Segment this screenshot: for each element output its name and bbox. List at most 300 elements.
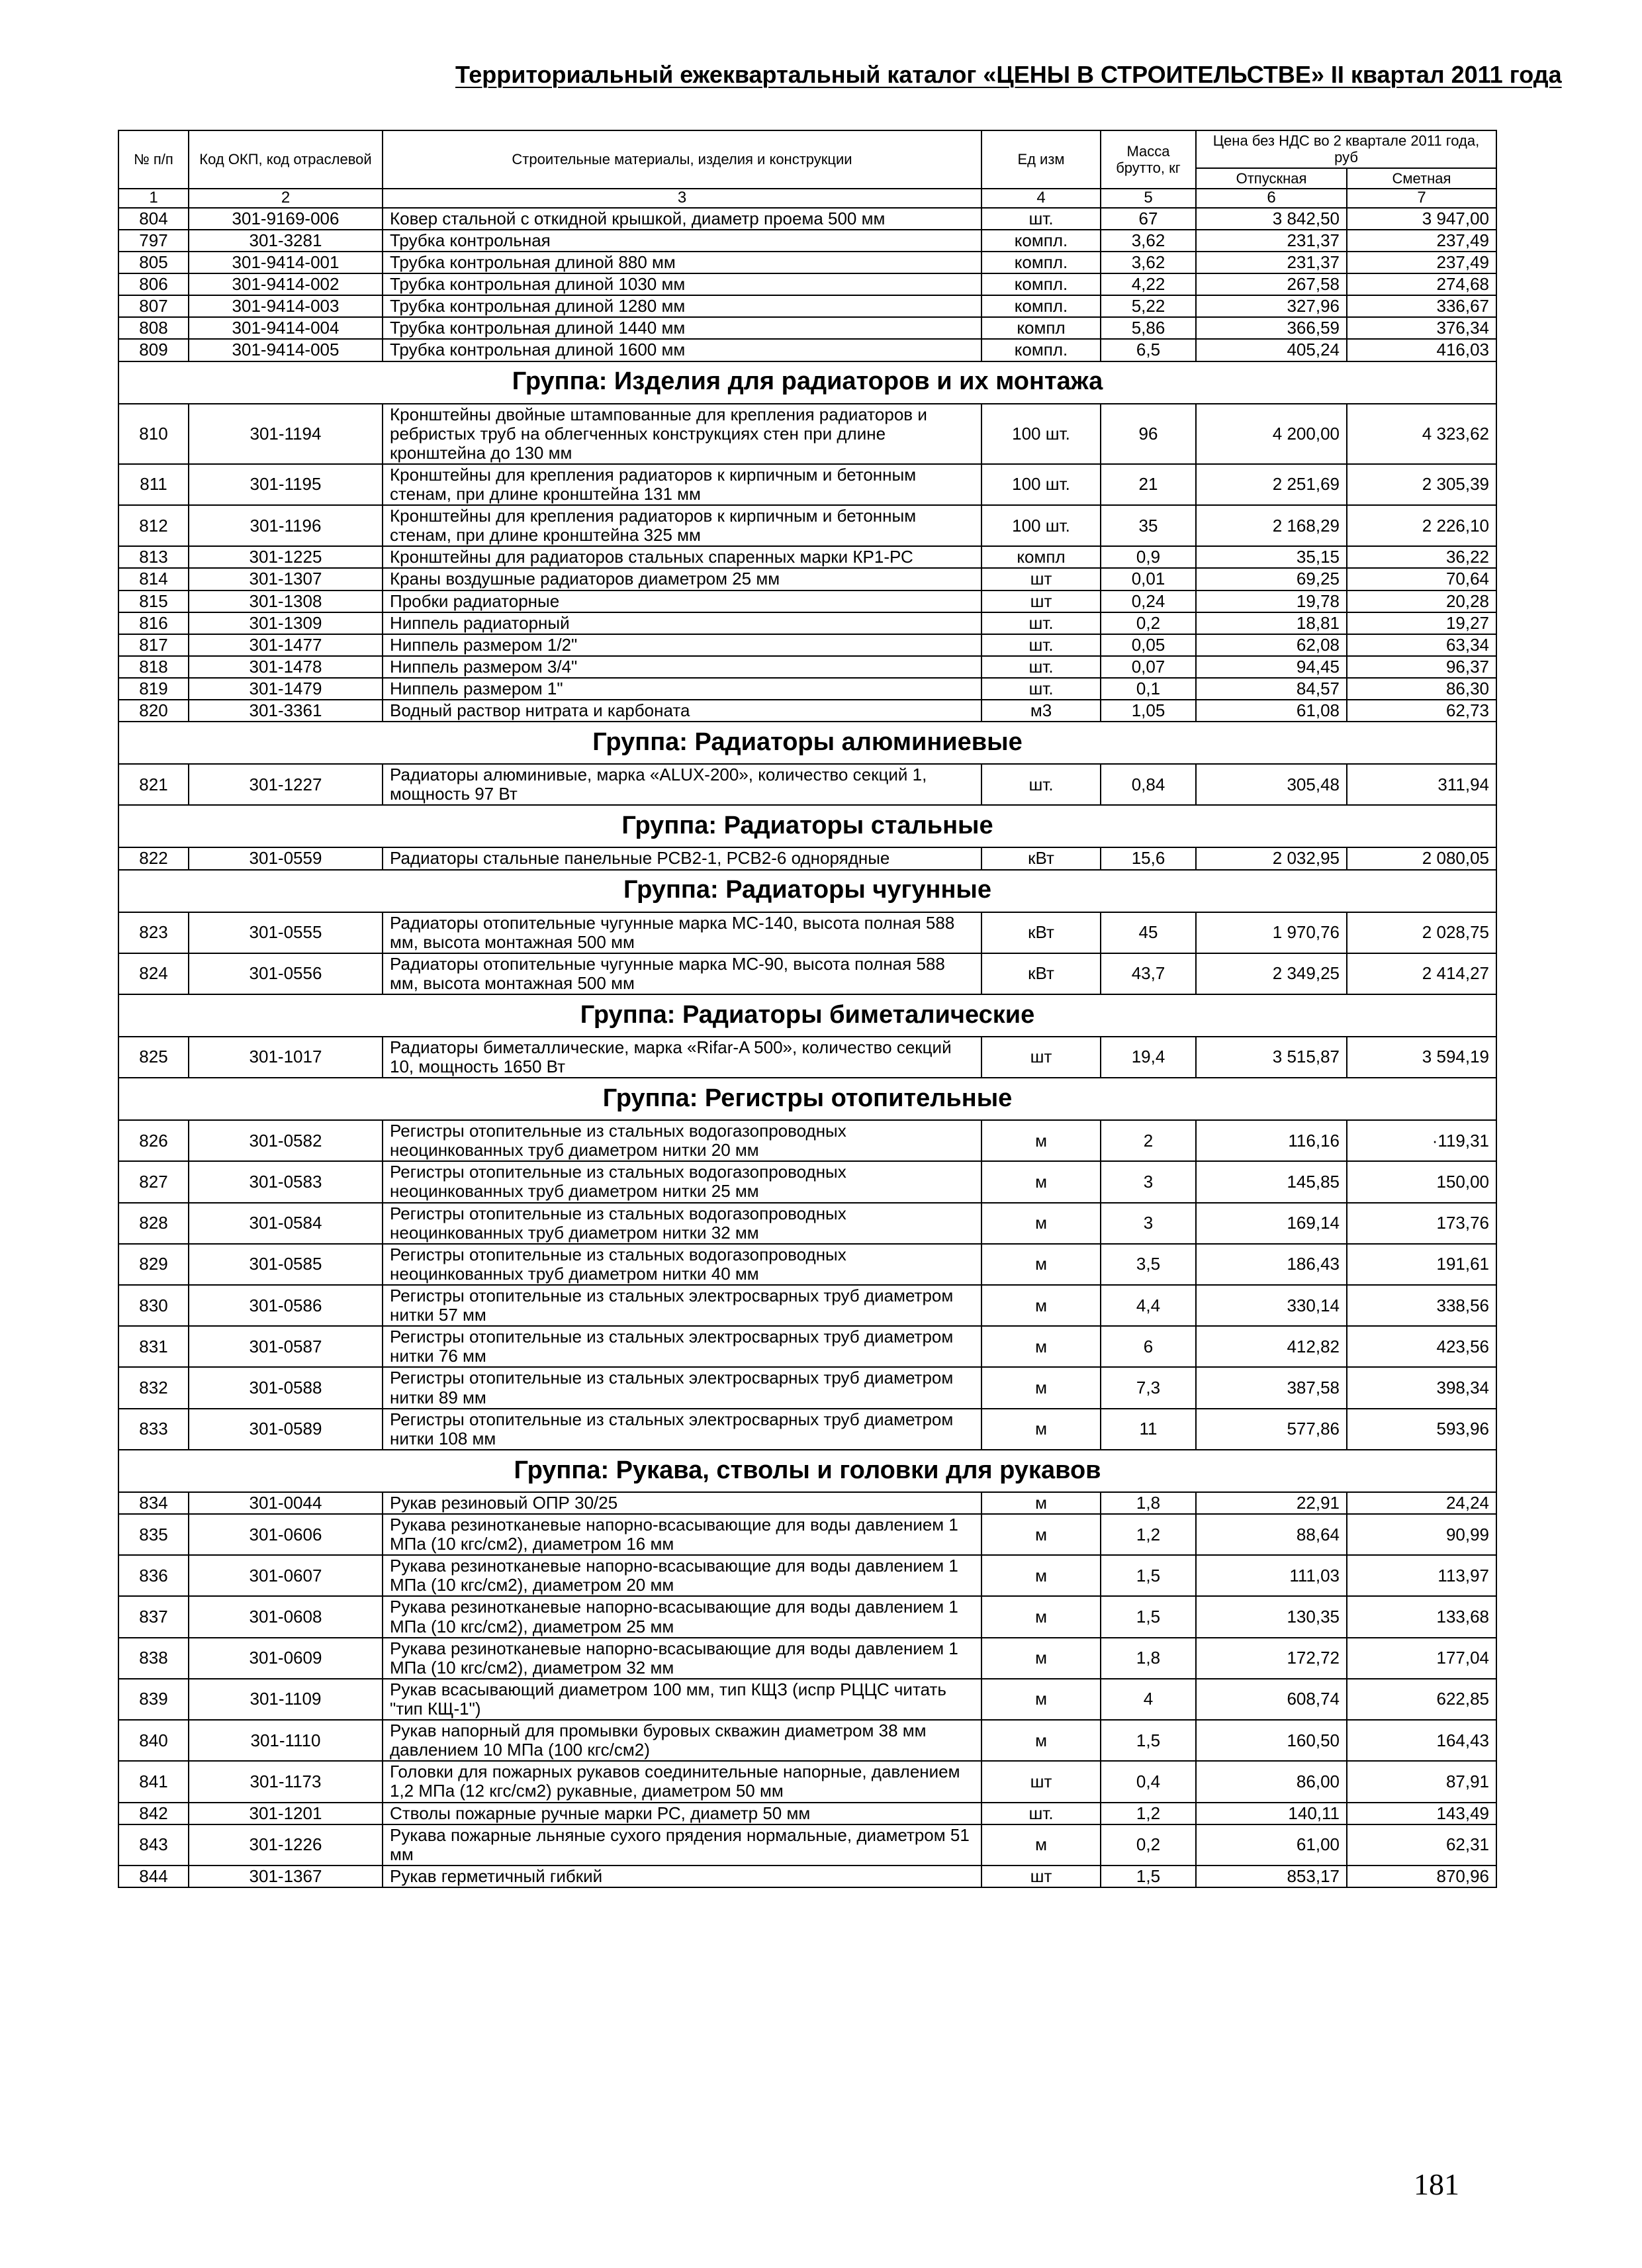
row-price-release: 387,58 [1196, 1367, 1347, 1408]
row-unit: компл. [981, 252, 1101, 273]
row-number: 824 [118, 953, 189, 994]
row-price-release: 608,74 [1196, 1679, 1347, 1720]
row-code: 301-0582 [189, 1120, 383, 1161]
row-number: 838 [118, 1638, 189, 1679]
row-name: Регистры отопительные из стальных водогазопроводных неоцинкованных труб диаметром нитки 25 мм [383, 1161, 981, 1202]
row-price-estimate: 237,49 [1347, 230, 1496, 252]
row-name: Кронштейны для радиаторов стальных спаренных марки КР1-РС [383, 546, 981, 568]
row-price-estimate: 274,68 [1347, 273, 1496, 295]
row-number: 832 [118, 1367, 189, 1408]
table-row [118, 568, 1496, 590]
row-code: 301-0589 [189, 1409, 383, 1450]
row-price-release: 2 168,29 [1196, 505, 1347, 546]
row-mass: 1,8 [1101, 1638, 1196, 1679]
table-row [118, 1824, 1496, 1866]
table-row [118, 230, 1496, 252]
row-code: 301-0556 [189, 953, 383, 994]
row-mass: 6,5 [1101, 339, 1196, 361]
row-unit: кВт [981, 847, 1101, 869]
row-mass: 96 [1101, 404, 1196, 464]
row-mass: 45 [1101, 912, 1196, 953]
row-price-release: 18,81 [1196, 612, 1347, 634]
row-number: 842 [118, 1803, 189, 1824]
row-price-estimate: 3 594,19 [1347, 1037, 1496, 1078]
table-row [118, 912, 1496, 953]
row-unit: кВт [981, 953, 1101, 994]
row-price-release: 61,08 [1196, 700, 1347, 722]
row-name: Трубка контрольная длиной 1280 мм [383, 295, 981, 317]
row-number: 826 [118, 1120, 189, 1161]
row-price-estimate: 20,28 [1347, 591, 1496, 612]
row-code: 301-0587 [189, 1326, 383, 1367]
row-name: Рукав резиновый ОПР 30/25 [383, 1492, 981, 1514]
row-code: 301-0588 [189, 1367, 383, 1408]
row-unit: компл. [981, 273, 1101, 295]
row-price-release: 94,45 [1196, 656, 1347, 678]
row-name: Кронштейны для крепления радиаторов к кирпичным и бетонным стенам, при длине кронштейна 131 мм [383, 464, 981, 505]
row-price-release: 140,11 [1196, 1803, 1347, 1824]
row-price-estimate: 4 323,62 [1347, 404, 1496, 464]
row-code: 301-1196 [189, 505, 383, 546]
row-price-release: 267,58 [1196, 273, 1347, 295]
row-price-release: 366,59 [1196, 317, 1347, 339]
row-name: Радиаторы алюминивые, марка «ALUX-200», количество секций 1, мощность 97 Вт [383, 764, 981, 805]
row-code: 301-0606 [189, 1514, 383, 1555]
row-price-estimate: 36,22 [1347, 546, 1496, 568]
row-number: 828 [118, 1203, 189, 1244]
row-name: Регистры отопительные из стальных электросварных труб диаметром нитки 89 мм [383, 1367, 981, 1408]
row-price-estimate: 622,85 [1347, 1679, 1496, 1720]
row-price-release: 1 970,76 [1196, 912, 1347, 953]
row-price-estimate: 24,24 [1347, 1492, 1496, 1514]
row-price-estimate: 398,34 [1347, 1367, 1496, 1408]
row-code: 301-1110 [189, 1720, 383, 1761]
row-price-estimate: 593,96 [1347, 1409, 1496, 1450]
row-number: 839 [118, 1679, 189, 1720]
row-unit: шт [981, 568, 1101, 590]
table-row [118, 1244, 1496, 1285]
table-row [118, 505, 1496, 546]
row-unit: м [981, 1492, 1101, 1514]
table-row [118, 317, 1496, 339]
row-name: Ниппель размером 3/4" [383, 656, 981, 678]
row-mass: 0,9 [1101, 546, 1196, 568]
table-row [118, 1161, 1496, 1202]
row-number: 825 [118, 1037, 189, 1078]
row-name: Рукава пожарные льняные сухого прядения нормальные, диаметром 51 мм [383, 1824, 981, 1866]
row-name: Регистры отопительные из стальных электросварных труб диаметром нитки 108 мм [383, 1409, 981, 1450]
row-price-estimate: 96,37 [1347, 656, 1496, 678]
group-header-row [118, 722, 1496, 764]
row-price-estimate: 376,34 [1347, 317, 1496, 339]
row-mass: 1,05 [1101, 700, 1196, 722]
row-code: 301-9414-002 [189, 273, 383, 295]
row-price-release: 22,91 [1196, 1492, 1347, 1514]
row-name: Ниппель размером 1/2" [383, 634, 981, 656]
row-price-estimate: 177,04 [1347, 1638, 1496, 1679]
row-code: 301-1227 [189, 764, 383, 805]
row-price-estimate: 3 947,00 [1347, 208, 1496, 230]
column-number: 7 [1347, 189, 1496, 208]
row-price-release: 853,17 [1196, 1866, 1347, 1887]
table-row [118, 1555, 1496, 1596]
group-title: Группа: Регистры отопительные [118, 1078, 1496, 1120]
row-number: 814 [118, 568, 189, 590]
table-row [118, 953, 1496, 994]
row-mass: 0,24 [1101, 591, 1196, 612]
row-number: 809 [118, 339, 189, 361]
row-name: Головки для пожарных рукавов соединительные напорные, давлением 1,2 МПа (12 кгс/см2) рукавные, диаметром 50 мм [383, 1761, 981, 1802]
row-price-release: 327,96 [1196, 295, 1347, 317]
column-number: 4 [981, 189, 1101, 208]
row-price-estimate: 63,34 [1347, 634, 1496, 656]
table-row [118, 1037, 1496, 1078]
row-mass: 3 [1101, 1161, 1196, 1202]
table-row [118, 656, 1496, 678]
row-mass: 1,5 [1101, 1866, 1196, 1887]
row-name: Рукава резинотканевые напорно-всасывающие для воды давлением 1 МПа (10 кгс/см2), диаметром 16 мм [383, 1514, 981, 1555]
row-number: 807 [118, 295, 189, 317]
row-unit: компл. [981, 295, 1101, 317]
col-price-group-header: Цена без НДС во 2 квартале 2011 года, руб [1196, 130, 1496, 168]
row-unit: шт. [981, 656, 1101, 678]
row-price-release: 231,37 [1196, 252, 1347, 273]
row-mass: 67 [1101, 208, 1196, 230]
row-unit: м [981, 1120, 1101, 1161]
row-name: Регистры отопительные из стальных электросварных труб диаметром нитки 76 мм [383, 1326, 981, 1367]
row-unit: м [981, 1367, 1101, 1408]
row-code: 301-0586 [189, 1285, 383, 1326]
row-price-estimate: 423,56 [1347, 1326, 1496, 1367]
row-mass: 0,2 [1101, 612, 1196, 634]
table-row [118, 1866, 1496, 1887]
row-mass: 3,62 [1101, 252, 1196, 273]
row-price-estimate: 62,73 [1347, 700, 1496, 722]
row-unit: м [981, 1203, 1101, 1244]
row-price-release: 577,86 [1196, 1409, 1347, 1450]
row-name: Регистры отопительные из стальных водогазопроводных неоцинкованных труб диаметром нитки 32 мм [383, 1203, 981, 1244]
row-name: Рукав напорный для промывки буровых скважин диаметром 38 мм давлением 10 МПа (100 кгс/см2) [383, 1720, 981, 1761]
row-name: Водный раствор нитрата и карбоната [383, 700, 981, 722]
row-unit: шт. [981, 634, 1101, 656]
row-mass: 0,05 [1101, 634, 1196, 656]
table-row [118, 764, 1496, 805]
row-unit: шт [981, 1037, 1101, 1078]
row-unit: 100 шт. [981, 464, 1101, 505]
row-mass: 4 [1101, 1679, 1196, 1720]
row-number: 817 [118, 634, 189, 656]
row-mass: 0,01 [1101, 568, 1196, 590]
group-header-row [118, 805, 1496, 847]
row-number: 820 [118, 700, 189, 722]
table-row [118, 252, 1496, 273]
row-unit: м [981, 1596, 1101, 1637]
row-name: Регистры отопительные из стальных водогазопроводных неоцинкованных труб диаметром нитки 40 мм [383, 1244, 981, 1285]
row-mass: 19,4 [1101, 1037, 1196, 1078]
row-price-release: 2 032,95 [1196, 847, 1347, 869]
row-number: 808 [118, 317, 189, 339]
row-code: 301-9414-003 [189, 295, 383, 317]
table-row [118, 1492, 1496, 1514]
row-price-release: 130,35 [1196, 1596, 1347, 1637]
row-number: 819 [118, 678, 189, 700]
row-price-release: 116,16 [1196, 1120, 1347, 1161]
row-name: Радиаторы стальные панельные РСВ2-1, РСВ2-6 однорядные [383, 847, 981, 869]
row-mass: 6 [1101, 1326, 1196, 1367]
row-code: 301-0555 [189, 912, 383, 953]
column-number: 5 [1101, 189, 1196, 208]
row-number: 841 [118, 1761, 189, 1802]
row-mass: 3,62 [1101, 230, 1196, 252]
page-number: 181 [1414, 2167, 1459, 2201]
column-number: 2 [189, 189, 383, 208]
row-price-release: 231,37 [1196, 230, 1347, 252]
row-unit: м [981, 1161, 1101, 1202]
row-name: Ниппель радиаторный [383, 612, 981, 634]
row-name: Кронштейны двойные штампованные для крепления радиаторов и ребристых труб на облегченных конструкциях стен при длине кронштейна до 130 мм [383, 404, 981, 464]
row-price-release: 35,15 [1196, 546, 1347, 568]
row-name: Пробки радиаторные [383, 591, 981, 612]
table-row [118, 339, 1496, 361]
table-row [118, 1803, 1496, 1824]
row-number: 821 [118, 764, 189, 805]
table-row [118, 464, 1496, 505]
row-price-estimate: 2 028,75 [1347, 912, 1496, 953]
col-name-header: Строительные материалы, изделия и конструкции [383, 130, 981, 189]
row-number: 835 [118, 1514, 189, 1555]
column-number: 3 [383, 189, 981, 208]
table-row [118, 1596, 1496, 1637]
row-price-estimate: 2 226,10 [1347, 505, 1496, 546]
row-name: Радиаторы отопительные чугунные марка МС-140, высота полная 588 мм, высота монтажная 500 мм [383, 912, 981, 953]
row-name: Рукава резинотканевые напорно-всасывающие для воды давлением 1 МПа (10 кгс/см2), диаметром 32 мм [383, 1638, 981, 1679]
row-mass: 5,86 [1101, 317, 1196, 339]
row-number: 840 [118, 1720, 189, 1761]
row-unit: м [981, 1409, 1101, 1450]
table-row [118, 295, 1496, 317]
row-price-estimate: 2 305,39 [1347, 464, 1496, 505]
row-number: 816 [118, 612, 189, 634]
table-row [118, 1638, 1496, 1679]
row-mass: 5,22 [1101, 295, 1196, 317]
row-code: 301-9414-001 [189, 252, 383, 273]
row-price-estimate: ·119,31 [1347, 1120, 1496, 1161]
row-price-release: 145,85 [1196, 1161, 1347, 1202]
row-code: 301-1017 [189, 1037, 383, 1078]
row-mass: 1,2 [1101, 1803, 1196, 1824]
row-number: 805 [118, 252, 189, 273]
row-number: 843 [118, 1824, 189, 1866]
row-price-estimate: 338,56 [1347, 1285, 1496, 1326]
row-unit: кВт [981, 912, 1101, 953]
row-number: 811 [118, 464, 189, 505]
row-number: 837 [118, 1596, 189, 1637]
column-number: 6 [1196, 189, 1347, 208]
row-price-release: 330,14 [1196, 1285, 1347, 1326]
table-row [118, 612, 1496, 634]
row-code: 301-1367 [189, 1866, 383, 1887]
row-price-release: 111,03 [1196, 1555, 1347, 1596]
row-number: 804 [118, 208, 189, 230]
row-price-release: 3 842,50 [1196, 208, 1347, 230]
row-name: Ниппель размером 1" [383, 678, 981, 700]
row-mass: 0,1 [1101, 678, 1196, 700]
row-price-estimate: 143,49 [1347, 1803, 1496, 1824]
row-price-release: 19,78 [1196, 591, 1347, 612]
row-unit: компл. [981, 339, 1101, 361]
col-price-estimate-header: Сметная [1347, 168, 1496, 189]
row-code: 301-0607 [189, 1555, 383, 1596]
price-table [118, 130, 1497, 1888]
row-name: Рукава резинотканевые напорно-всасывающие для воды давлением 1 МПа (10 кгс/см2), диаметром 25 мм [383, 1596, 981, 1637]
row-price-release: 86,00 [1196, 1761, 1347, 1802]
row-code: 301-1201 [189, 1803, 383, 1824]
row-mass: 15,6 [1101, 847, 1196, 869]
row-price-estimate: 19,27 [1347, 612, 1496, 634]
group-title: Группа: Радиаторы алюминиевые [118, 722, 1496, 764]
row-name: Трубка контрольная длиной 1440 мм [383, 317, 981, 339]
row-number: 822 [118, 847, 189, 869]
row-code: 301-1195 [189, 464, 383, 505]
row-number: 834 [118, 1492, 189, 1514]
table-row [118, 546, 1496, 568]
row-code: 301-1478 [189, 656, 383, 678]
row-price-release: 305,48 [1196, 764, 1347, 805]
row-mass: 4,22 [1101, 273, 1196, 295]
group-title: Группа: Изделия для радиаторов и их монтажа [118, 361, 1496, 404]
row-name: Рукав всасывающий диаметром 100 мм, тип КЩЗ (испр РЦЦС читать "тип КЩ-1") [383, 1679, 981, 1720]
row-price-release: 169,14 [1196, 1203, 1347, 1244]
row-code: 301-0583 [189, 1161, 383, 1202]
row-price-release: 4 200,00 [1196, 404, 1347, 464]
row-code: 301-1225 [189, 546, 383, 568]
group-header-row [118, 870, 1496, 912]
row-unit: м [981, 1555, 1101, 1596]
row-price-release: 84,57 [1196, 678, 1347, 700]
row-name: Трубка контрольная длиной 1030 мм [383, 273, 981, 295]
row-unit: шт. [981, 612, 1101, 634]
row-number: 818 [118, 656, 189, 678]
row-mass: 0,84 [1101, 764, 1196, 805]
row-code: 301-0608 [189, 1596, 383, 1637]
row-mass: 21 [1101, 464, 1196, 505]
row-name: Регистры отопительные из стальных электросварных труб диаметром нитки 57 мм [383, 1285, 981, 1326]
group-title: Группа: Рукава, стволы и головки для рукавов [118, 1450, 1496, 1492]
row-code: 301-1226 [189, 1824, 383, 1866]
col-code-header: Код ОКП, код отраслевой [189, 130, 383, 189]
table-row [118, 1203, 1496, 1244]
row-name: Радиаторы отопительные чугунные марка МС-90, высота полная 588 мм, высота монтажная 500 мм [383, 953, 981, 994]
row-name: Стволы пожарные ручные марки РС, диаметр 50 мм [383, 1803, 981, 1824]
row-mass: 0,2 [1101, 1824, 1196, 1866]
row-unit: шт [981, 1761, 1101, 1802]
table-row [118, 208, 1496, 230]
table-row [118, 700, 1496, 722]
row-code: 301-0585 [189, 1244, 383, 1285]
row-price-release: 69,25 [1196, 568, 1347, 590]
row-mass: 1,2 [1101, 1514, 1196, 1555]
row-unit: шт. [981, 1803, 1101, 1824]
row-code: 301-9169-006 [189, 208, 383, 230]
table-row [118, 1367, 1496, 1408]
row-mass: 11 [1101, 1409, 1196, 1450]
row-unit: м [981, 1514, 1101, 1555]
row-number: 812 [118, 505, 189, 546]
row-code: 301-0584 [189, 1203, 383, 1244]
row-number: 844 [118, 1866, 189, 1887]
row-name: Краны воздушные радиаторов диаметром 25 мм [383, 568, 981, 590]
row-name: Рукава резинотканевые напорно-всасывающие для воды давлением 1 МПа (10 кгс/см2), диаметром 20 мм [383, 1555, 981, 1596]
row-price-estimate: 150,00 [1347, 1161, 1496, 1202]
row-unit: м [981, 1824, 1101, 1866]
row-price-release: 2 251,69 [1196, 464, 1347, 505]
group-header-row [118, 1078, 1496, 1120]
row-price-release: 88,64 [1196, 1514, 1347, 1555]
row-price-estimate: 164,43 [1347, 1720, 1496, 1761]
catalog-header: Территориальный ежеквартальный каталог «ЦЕНЫ В СТРОИТЕЛЬСТВЕ» II квартал 2011 года [455, 61, 1562, 88]
row-price-estimate: 113,97 [1347, 1555, 1496, 1596]
row-price-estimate: 2 080,05 [1347, 847, 1496, 869]
row-number: 810 [118, 404, 189, 464]
row-name: Трубка контрольная длиной 1600 мм [383, 339, 981, 361]
row-code: 301-0609 [189, 1638, 383, 1679]
row-number: 829 [118, 1244, 189, 1285]
row-unit: м3 [981, 700, 1101, 722]
row-unit: шт [981, 1866, 1101, 1887]
table-row [118, 847, 1496, 869]
row-code: 301-1109 [189, 1679, 383, 1720]
row-number: 813 [118, 546, 189, 568]
row-code: 301-1479 [189, 678, 383, 700]
table-row [118, 1720, 1496, 1761]
table-row [118, 678, 1496, 700]
row-price-release: 62,08 [1196, 634, 1347, 656]
row-unit: м [981, 1326, 1101, 1367]
row-price-release: 405,24 [1196, 339, 1347, 361]
row-price-release: 412,82 [1196, 1326, 1347, 1367]
row-price-estimate: 173,76 [1347, 1203, 1496, 1244]
row-unit: шт. [981, 208, 1101, 230]
row-mass: 1,5 [1101, 1596, 1196, 1637]
row-name: Ковер стальной с откидной крышкой, диаметр проема 500 мм [383, 208, 981, 230]
row-code: 301-3361 [189, 700, 383, 722]
column-number: 1 [118, 189, 189, 208]
row-price-estimate: 870,96 [1347, 1866, 1496, 1887]
row-mass: 43,7 [1101, 953, 1196, 994]
row-price-release: 61,00 [1196, 1824, 1347, 1866]
col-mass-header: Масса брутто, кг [1101, 130, 1196, 189]
row-mass: 3 [1101, 1203, 1196, 1244]
row-code: 301-1477 [189, 634, 383, 656]
row-price-release: 2 349,25 [1196, 953, 1347, 994]
row-unit: 100 шт. [981, 404, 1101, 464]
column-numbers-row [118, 189, 1496, 208]
table-row [118, 404, 1496, 464]
row-price-estimate: 62,31 [1347, 1824, 1496, 1866]
row-mass: 7,3 [1101, 1367, 1196, 1408]
group-title: Группа: Радиаторы стальные [118, 805, 1496, 847]
row-number: 831 [118, 1326, 189, 1367]
row-unit: компл [981, 317, 1101, 339]
row-name: Рукав герметичный гибкий [383, 1866, 981, 1887]
row-number: 836 [118, 1555, 189, 1596]
row-unit: компл. [981, 230, 1101, 252]
group-header-row [118, 361, 1496, 404]
row-name: Трубка контрольная длиной 880 мм [383, 252, 981, 273]
row-price-estimate: 311,94 [1347, 764, 1496, 805]
row-mass: 4,4 [1101, 1285, 1196, 1326]
col-unit-header: Ед изм [981, 130, 1101, 189]
